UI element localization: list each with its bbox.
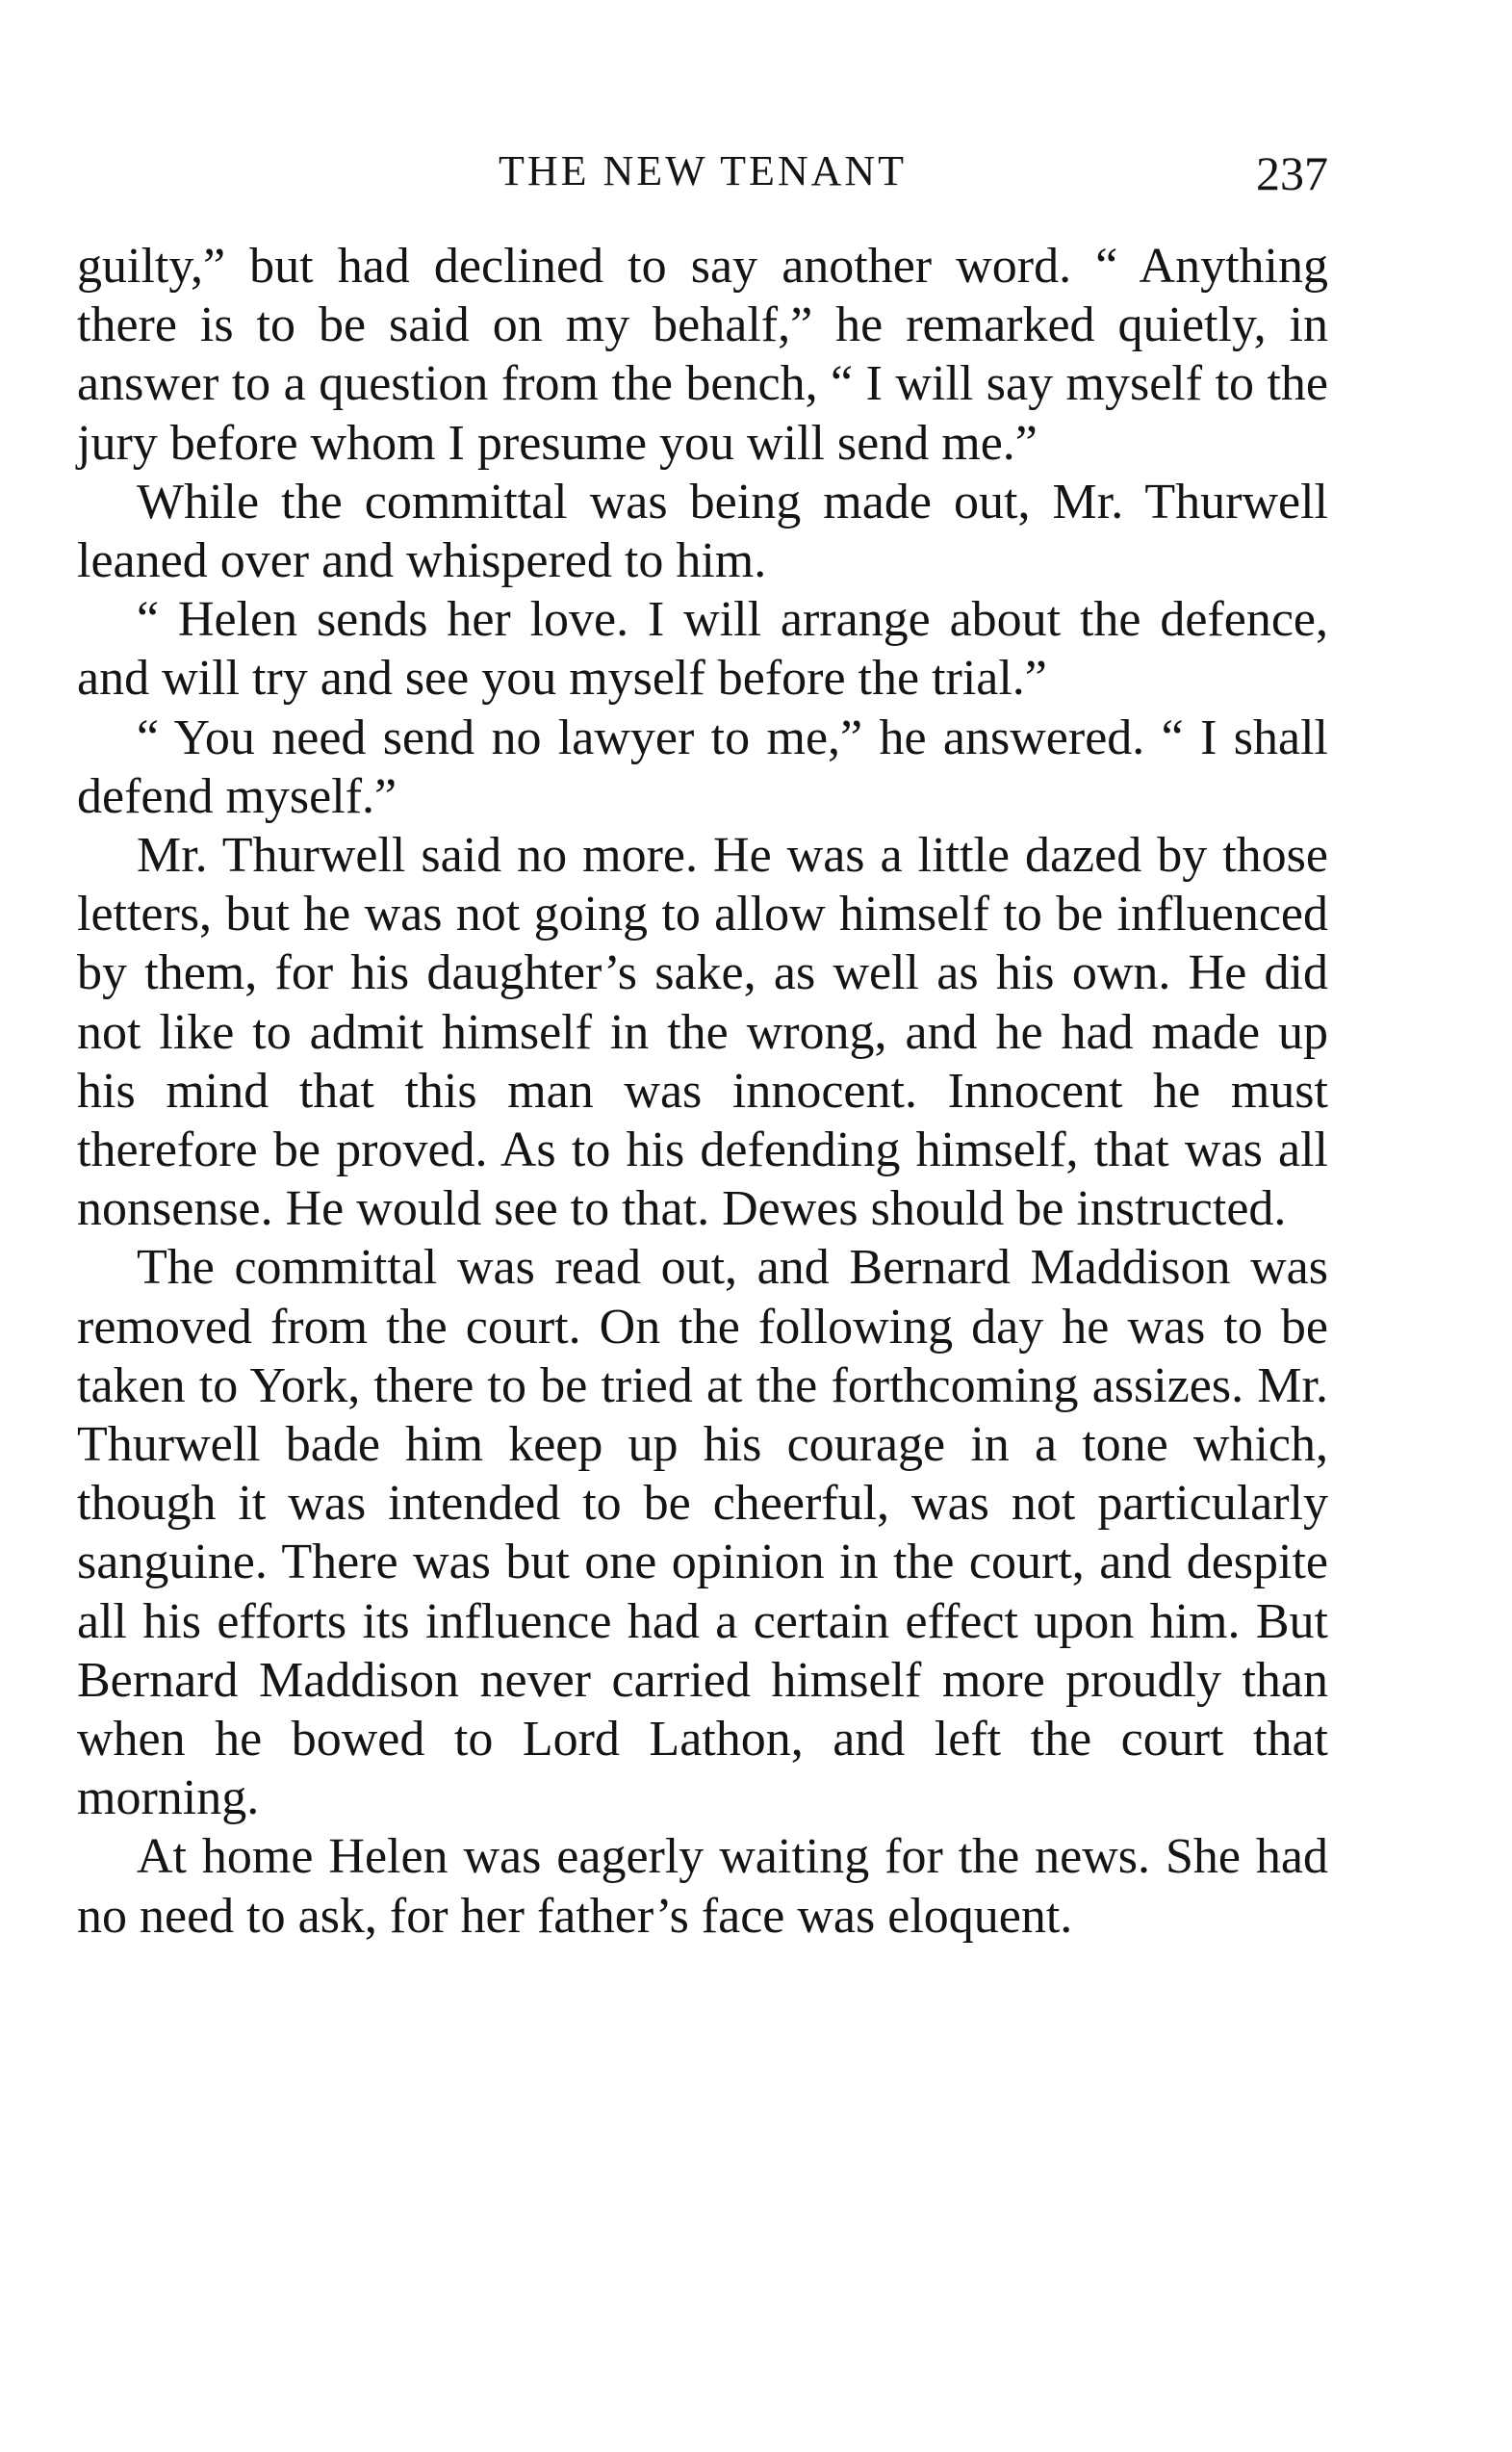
body-text: [77, 237, 1328, 1946]
paragraph: While the committal was being made out, Mr. Thurwell leaned over and whispered to him.: [77, 474, 1328, 589]
paragraph: The committal was read out, and Bernard Maddison was removed from the court. On the following day he was to be taken to York, there to be tried at the forthcoming assizes. Mr. Thurwell bade him keep up his courage in a tone which, though it was intended to be cheerful, was not particularly sanguine. There was but one opinion in the court, and despite all his efforts its influence had a certain effect upon him. But Bernard Maddison never carried himself more proudly than when he bowed to Lord Lathon, and left the court that morning.: [77, 1240, 1328, 1826]
paragraph: Mr. Thurwell said no more. He was a little dazed by those letters, but he was not going to allow himself to be influenced by them, for his daughter’s sake, as well as his own. He did not like to admit himself in the wrong, and he had made up his mind that this man was innocent. Innocent he must therefore be proved. As to his defending himself, that was all nonsense. He would see to that. Dewes should be instructed.: [77, 828, 1328, 1237]
page-number: 237: [1256, 146, 1328, 200]
running-title: THE NEW TENANT: [498, 147, 908, 194]
page-header: [77, 142, 1328, 200]
paragraph: “ You need send no lawyer to me,” he answered. “ I shall defend myself.”: [77, 710, 1328, 824]
paragraph: At home Helen was eagerly waiting for the news. She had no need to ask, for her father’s face was eloquent.: [77, 1829, 1328, 1944]
paragraph: “ Helen sends her love. I will arrange about the defence, and will try and see you myself before the trial.”: [77, 592, 1328, 707]
paragraph: guilty,” but had declined to say another word. “ Anything there is to be said on my behalf,” he remarked quietly, in answer to a question from the bench, “ I will say myself to the jury before whom I presume you will send me.”: [77, 239, 1328, 471]
